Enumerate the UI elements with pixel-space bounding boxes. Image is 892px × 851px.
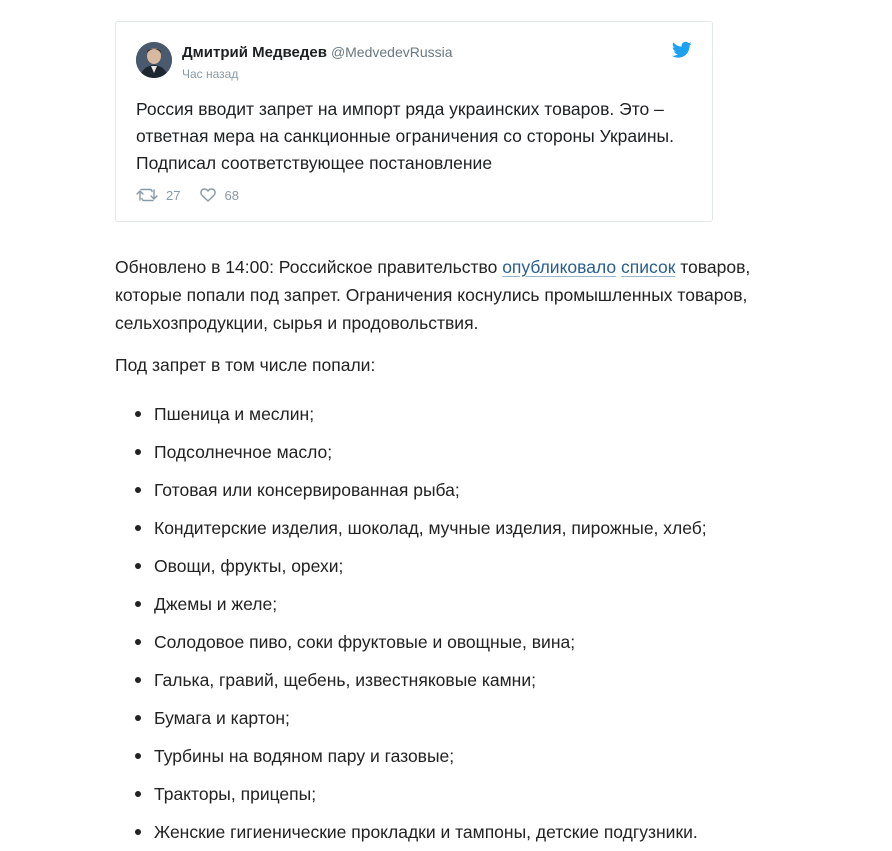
author-handle[interactable]: @MedvedevRussia — [330, 44, 453, 60]
like-action[interactable] — [200, 188, 238, 203]
list-item: Женские гигиенические прокладки и тампоны, детские подгузники. — [115, 813, 795, 851]
banned-goods-list — [115, 395, 795, 851]
tweet-text: Россия вводит запрет на импорт ряда украинских товаров. Это – ответная мера на санкционные ограничения со стороны Украины. Подписал соответствующее постановление — [136, 99, 674, 173]
published-link[interactable]: опубликовало — [502, 257, 617, 277]
list-link[interactable]: список — [621, 257, 676, 277]
list-item: Джемы и желе; — [115, 585, 795, 623]
list-item: Солодовое пиво, соки фруктовые и овощные, вина; — [115, 623, 795, 661]
embedded-tweet — [115, 21, 713, 222]
retweet-count: 27 — [166, 187, 181, 203]
avatar[interactable] — [136, 42, 172, 78]
list-item: Кондитерские изделия, шоколад, мучные изделия, пирожные, хлеб; — [115, 509, 795, 547]
update-text-end: товаров, которые попали под запрет. Ограничения коснулись промышленных товаров, сельхозпродукции, сырья и продовольствия. — [115, 257, 751, 333]
list-intro: Под запрет в том числе попали: — [115, 355, 376, 375]
list-item: Пшеница и меслин; — [115, 395, 795, 433]
list-item: Готовая или консервированная рыба; — [115, 471, 795, 509]
list-item: Галька, гравий, щебень, известняковые камни; — [115, 661, 795, 699]
update-paragraph — [115, 253, 795, 337]
tweet-timestamp[interactable]: Час назад — [182, 67, 239, 81]
article-body — [115, 253, 795, 851]
tweet-author[interactable] — [182, 44, 453, 62]
twitter-bird-icon[interactable] — [672, 41, 692, 59]
list-item: Турбины на водяном пару и газовые; — [115, 737, 795, 775]
retweet-icon — [136, 188, 158, 202]
retweet-action[interactable] — [136, 188, 180, 203]
like-count: 68 — [224, 187, 239, 203]
list-item: Тракторы, прицепы; — [115, 775, 795, 813]
tweet-actions — [136, 186, 259, 204]
update-text-start: Обновлено в 14:00: Российское правительство — [115, 257, 503, 277]
author-name[interactable]: Дмитрий Медведев — [182, 44, 327, 61]
list-item: Подсолнечное масло; — [115, 433, 795, 471]
heart-icon — [200, 188, 216, 202]
list-item: Бумага и картон; — [115, 699, 795, 737]
list-item: Овощи, фрукты, орехи; — [115, 547, 795, 585]
